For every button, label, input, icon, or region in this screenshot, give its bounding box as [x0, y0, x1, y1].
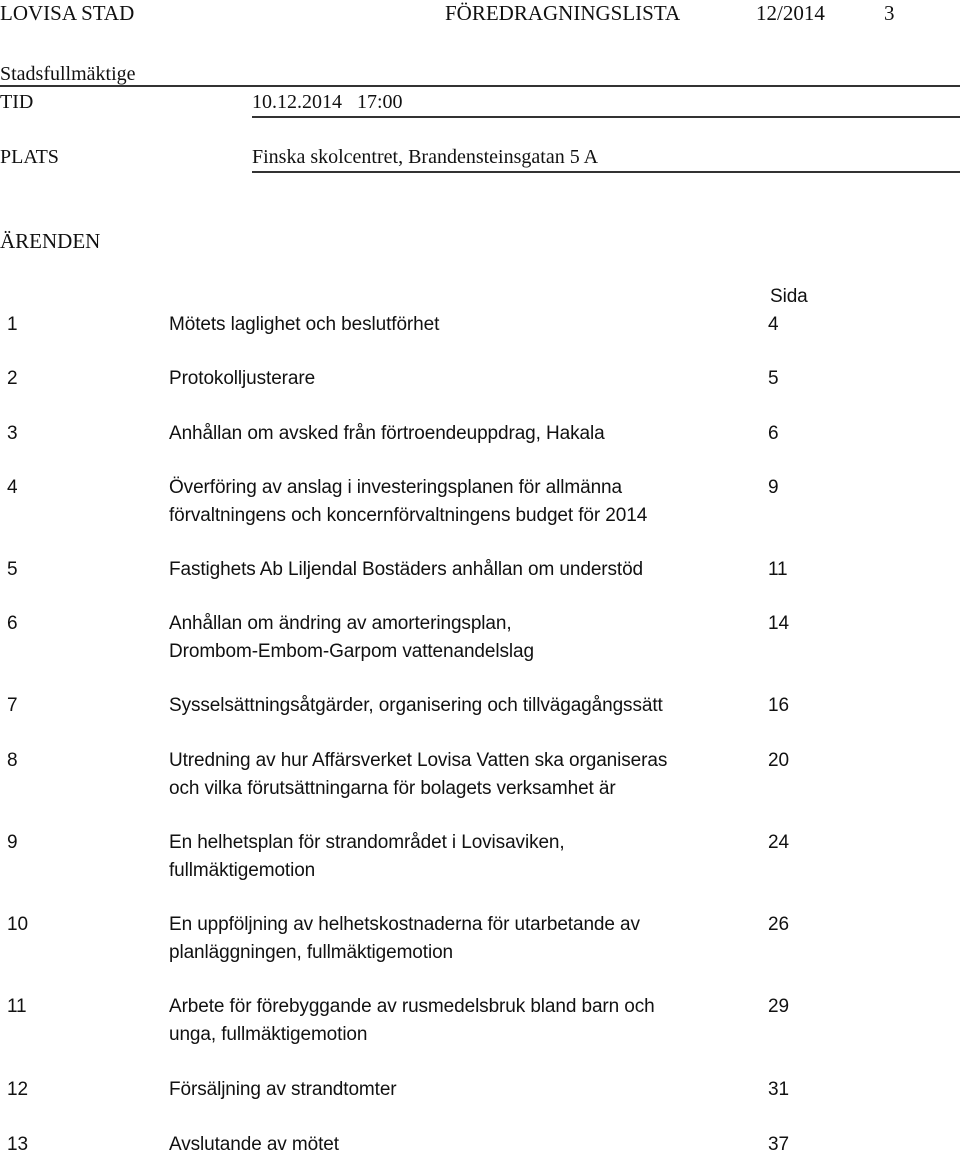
item-title: Protokolljusterare — [169, 368, 316, 389]
item-number: 10 — [7, 914, 28, 935]
item-page: 20 — [768, 750, 789, 771]
item-number: 9 — [7, 832, 18, 853]
issue-number: 12/2014 — [756, 1, 825, 25]
item-title: Anhållan om avsked från förtroendeuppdrag, Hakala — [169, 423, 605, 444]
page-number: 3 — [884, 1, 895, 25]
item-number: 4 — [7, 477, 18, 498]
item-page: 5 — [768, 368, 779, 389]
item-number: 1 — [7, 314, 18, 335]
item-title: Sysselsättningsåtgärder, organisering och tillvägagångssätt — [169, 695, 663, 716]
document-type: FÖREDRAGNINGSLISTA — [445, 1, 681, 25]
item-title: Mötets laglighet och beslutförhet — [169, 314, 440, 335]
item-page: 16 — [768, 695, 789, 716]
time-label: TID — [0, 91, 34, 113]
item-number: 5 — [7, 559, 18, 580]
item-page: 31 — [768, 1079, 789, 1100]
item-page: 14 — [768, 613, 789, 634]
header-rule — [0, 85, 960, 87]
item-title: Fastighets Ab Liljendal Bostäders anhållan om understöd — [169, 559, 644, 580]
place-value: Finska skolcentret, Brandensteinsgatan 5 A — [252, 146, 599, 168]
agenda-heading: ÄRENDEN — [0, 229, 101, 253]
item-page: 37 — [768, 1134, 789, 1155]
item-title: Utredning av hur Affärsverket Lovisa Vatten ska organiseras och vilka förutsättningarna för bolagets verksamhet är — [169, 750, 668, 799]
item-title: Överföring av anslag i investeringsplanen för allmänna förvaltningens och koncernförvaltningens budget för 2014 — [169, 477, 648, 526]
item-title: En helhetsplan för strandområdet i Lovisaviken, fullmäktigemotion — [169, 832, 565, 881]
item-number: 8 — [7, 750, 18, 771]
item-title: Anhållan om ändring av amorteringsplan, Drombom-Embom-Garpom vattenandelslag — [169, 613, 534, 662]
item-number: 2 — [7, 368, 18, 389]
time-value: 10.12.2014 17:00 — [252, 91, 403, 113]
item-title: Avslutande av mötet — [169, 1134, 339, 1155]
page-column-label: Sida — [770, 286, 808, 307]
item-title: Försäljning av strandtomter — [169, 1079, 397, 1100]
body-name: Stadsfullmäktige — [0, 63, 136, 85]
item-number: 11 — [7, 996, 27, 1017]
item-page: 9 — [768, 477, 779, 498]
item-number: 6 — [7, 613, 18, 634]
item-page: 26 — [768, 914, 789, 935]
place-label: PLATS — [0, 146, 59, 168]
time-rule — [252, 116, 960, 118]
item-title: Arbete för förebyggande av rusmedelsbruk bland barn och unga, fullmäktigemotion — [169, 996, 655, 1045]
item-number: 13 — [7, 1134, 28, 1155]
org-name: LOVISA STAD — [0, 1, 135, 25]
item-page: 4 — [768, 314, 779, 335]
item-page: 11 — [768, 559, 788, 580]
place-rule — [252, 171, 960, 173]
item-number: 3 — [7, 423, 18, 444]
item-page: 29 — [768, 996, 789, 1017]
item-page: 24 — [768, 832, 789, 853]
item-number: 7 — [7, 695, 18, 716]
item-page: 6 — [768, 423, 779, 444]
item-title: En uppföljning av helhetskostnaderna för utarbetande av planläggningen, fullmäktigemotion — [169, 914, 640, 963]
item-number: 12 — [7, 1079, 28, 1100]
